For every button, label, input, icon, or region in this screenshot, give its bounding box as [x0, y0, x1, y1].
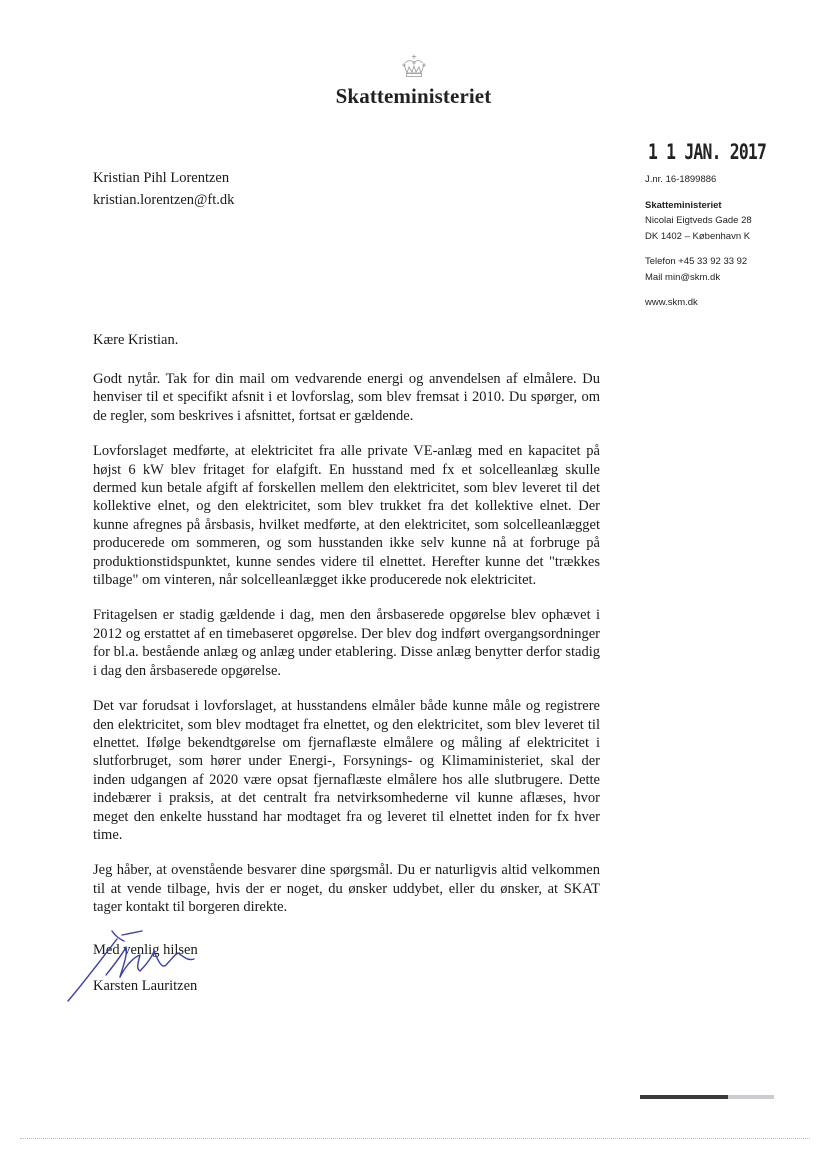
- paragraph: Det var forudsat i lovforslaget, at husstandens elmåler både kunne måle og registrere den elektricitet, som blev modtaget fra elnettet, og den elektricitet, som blev leveret til elnettet. Ifølge bekendtgørelse om fjernaflæste elmålere og måling af elektricitet i slutforbruget, som hører under Energi-, Forsynings- og Klimaministeriet, skal der inden udgangen af 2020 være opsat fjernaflæste elmålere hos alle slutbrugere. Dette indebærer i praksis, at det centralt fra netvirksomhederne vil kunne aflæses, hvor meget den enkelte husstand har modtaget fra og leveret til elnettet inden for fx hver time.: [93, 698, 600, 843]
- footer-mark-light: [728, 1095, 774, 1099]
- sender-city: DK 1402 – København K: [645, 230, 751, 242]
- recipient-email: kristian.lorentzen@ft.dk: [93, 192, 235, 208]
- date-stamp: 1 1 JAN. 2017: [648, 140, 767, 164]
- signatory-name: Karsten Lauritzen: [93, 978, 198, 994]
- handwritten-signature: [62, 925, 212, 1005]
- page-bottom-divider: [20, 1138, 810, 1139]
- sender-street: Nicolai Eigtveds Gade 28: [645, 215, 752, 226]
- paragraph: Jeg håber, at ovenstående besvarer dine spørgsmål. Du er naturligvis altid velkommen til at vende tilbage, hvis der er noget, du ønsker uddybet, eller du ønsker, at SKAT tager kontakt til borgeren direkte.: [93, 862, 600, 916]
- recipient-block: [93, 167, 234, 211]
- salutation: Kære Kristian.: [93, 332, 179, 348]
- crown-icon: [399, 54, 429, 80]
- sender-phone: Telefon +45 33 92 33 92: [645, 256, 748, 267]
- paragraph: Lovforslaget medførte, at elektricitet fra alle private VE-anlæg med en kapacitet på højst 6 kW blev fritaget for elafgift. En husstand med fx et solcelleanlæg skulle dermed kun betale afgift af forskellen mellem den elektricitet, som blev leveret til det kollektive elnet, og den elektricitet, som blev trukket fra det kollektive elnet. Der kunne afregnes på årsbasis, hvilket medførte, at den elektricitet, som solcelleanlægget producerede om sommeren, og som husstanden ikke selv kunne nå at forbruge på produktionstidspunktet, kunne sendes videre til elnettet. Herefter kunne det "trækkes tilbage" om vinteren, når solcelleanlægget ikke producerede nok elektricitet.: [93, 443, 600, 589]
- ministry-name: Skatteministeriet: [335, 84, 492, 108]
- sender-block: [645, 172, 752, 311]
- sender-website: www.skm.dk: [645, 297, 698, 308]
- letter-body: [93, 370, 600, 934]
- journal-number: J.nr. 16-1899886: [645, 174, 717, 185]
- paragraph: Godt nytår. Tak for din mail om vedvarende energi og anvendelsen af elmålere. Du henviser til et specifikt afsnit i et lovforslag, som blev fremsat i 2010. Du spørger, om de regler, som beskrives i afsnittet, fortsat er gældende.: [93, 371, 600, 424]
- sender-mail: Mail min@skm.dk: [645, 271, 721, 283]
- recipient-name: Kristian Pihl Lorentzen: [93, 170, 230, 186]
- footer-mark-dark: [640, 1095, 728, 1099]
- paragraph: Fritagelsen er stadig gældende i dag, men den årsbaserede opgørelse blev ophævet i 2012 og erstattet af en timebaseret opgørelse. Der blev dog indført overgangsordninger for bl.a. bestående anlæg og anlæg under etablering. Disse anlæg benytter derfor stadig i dag den årsbaserede opgørelse.: [93, 607, 600, 679]
- sender-org-name: Skatteministeriet: [645, 199, 722, 211]
- closing-phrase: Med venlig hilsen: [93, 942, 198, 958]
